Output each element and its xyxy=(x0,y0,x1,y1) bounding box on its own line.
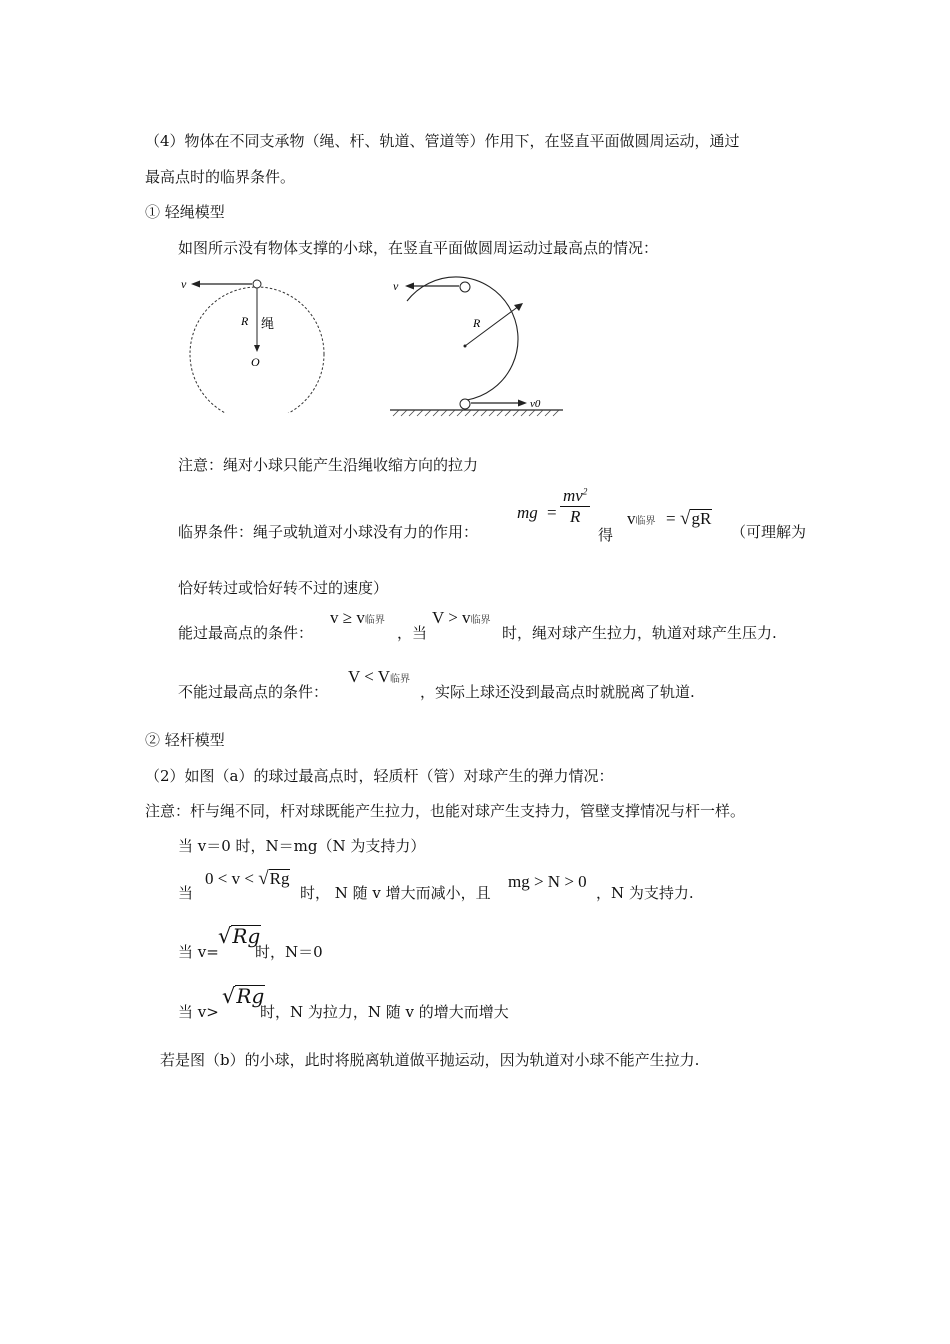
ground-hatching xyxy=(393,410,559,416)
rod-case2-ineq-text: 0 < v < xyxy=(205,869,254,888)
rod-case1: 当 v＝0 时，N＝mg（N 为支持力） xyxy=(178,837,426,855)
v-critical xyxy=(627,509,656,529)
fraction-numerator xyxy=(560,486,590,507)
rod-case2-radicand: Rg xyxy=(269,869,290,888)
sqrt-gR xyxy=(680,508,712,530)
rope-label: 绳 xyxy=(261,316,275,331)
mv-text: mv xyxy=(563,486,583,505)
center-dot xyxy=(464,345,467,348)
bottom-velocity-arrowhead xyxy=(518,400,527,407)
cond-ge-text: v ≥ v xyxy=(330,608,365,627)
cond-lt-subscript: 临界 xyxy=(390,674,411,685)
cond-ge-subscript: 临界 xyxy=(364,615,385,626)
cond-ge xyxy=(330,608,385,628)
r-label: R xyxy=(241,314,249,328)
b-ball-text: 若是图（b）的小球，此时将脱离轨道做平抛运动，因为轨道对小球不能产生拉力. xyxy=(160,1051,700,1069)
critical-fraction xyxy=(560,486,590,527)
square-exponent: 2 xyxy=(582,486,588,497)
rod-case2-ineq2: mg > N > 0 xyxy=(508,872,587,891)
top-velocity-arrowhead xyxy=(405,283,414,290)
explain-paren: （可理解为 xyxy=(731,523,807,541)
radical-sign: √ xyxy=(258,868,269,889)
ball xyxy=(253,280,261,288)
velocity-arrowhead xyxy=(191,281,200,288)
bottom-ball xyxy=(460,399,470,409)
can-pass-label: 能过最高点的条件： xyxy=(178,624,314,642)
v-symbol: v xyxy=(627,509,636,528)
cond-lt xyxy=(348,667,410,687)
critical-subscript: 临界 xyxy=(635,516,656,527)
radius-arrowhead xyxy=(514,303,523,311)
o-label: O xyxy=(251,355,260,369)
rope-model-intro: 如图所示没有物体支撑的小球，在竖直平面做圆周运动过最高点的情况： xyxy=(178,239,659,257)
rod-note: 注意：杆与绳不同，杆对球既能产生拉力，也能对球产生支持力，管壁支撑情况与杆一样。 xyxy=(145,802,746,820)
v0-label: v0 xyxy=(530,398,541,410)
eq-equals-2: = xyxy=(666,509,676,528)
rope-circle-figure xyxy=(175,268,335,413)
v-label-right: v xyxy=(393,279,399,293)
rod-case4-pre: 当 v> xyxy=(178,1003,219,1021)
rope-model-heading: ① 轻绳模型 xyxy=(145,203,225,221)
gR-radicand: gR xyxy=(691,509,712,528)
cannot-pass-result: ，实际上球还没到最高点时就脱离了轨道. xyxy=(420,683,695,701)
cond-gt-subscript: 临界 xyxy=(470,615,491,626)
cond-lt-text: V < V xyxy=(348,667,391,686)
rod-case3-post: 时，N＝0 xyxy=(255,943,323,961)
rod-case3-pre: 当 v= xyxy=(178,943,219,961)
rope-note: 注意：绳对小球只能产生沿绳收缩方向的拉力 xyxy=(178,456,479,474)
rod-case3-radicand: Rg xyxy=(232,924,261,948)
section4-line2: 最高点时的临界条件。 xyxy=(145,168,296,186)
rod-case2-ineq xyxy=(205,868,290,890)
explain-line2: 恰好转过或恰好转不过的速度） xyxy=(178,579,389,597)
comma-dang: ，当 xyxy=(397,624,428,642)
eq-equals: = xyxy=(547,503,557,522)
v-label: v xyxy=(181,277,187,291)
radical-sign: √ xyxy=(218,924,232,948)
section4-line1: （4）物体在不同支承物（绳、杆、轨道、管道等）作用下，在竖直平面做圆周运动，通过 xyxy=(145,132,740,150)
eq-mg: mg xyxy=(517,503,538,522)
cond-gt-text: V > v xyxy=(432,608,471,627)
r-label-right: R xyxy=(473,316,481,330)
top-ball xyxy=(460,282,470,292)
rod-q2: （2）如图（a）的球过最高点时，轻质杆（管）对球产生的弹力情况： xyxy=(145,767,614,785)
radical-sign: √ xyxy=(680,508,691,529)
track-curve xyxy=(407,277,518,400)
rod-case2-end: ，N 为支持力. xyxy=(596,884,694,902)
rod-case4-sqrt xyxy=(222,984,265,1008)
fraction-denominator: R xyxy=(569,507,581,526)
track-figure xyxy=(385,268,570,418)
rod-case2-dang: 当 xyxy=(178,884,194,902)
cond-gt xyxy=(432,608,491,628)
de-text: 得 xyxy=(598,526,614,544)
rod-model-heading: ② 轻杆模型 xyxy=(145,731,225,749)
rope-arrowhead xyxy=(254,345,260,352)
radical-sign: √ xyxy=(222,984,236,1008)
rod-case2-text: 时， N 随 v 增大而减小，且 xyxy=(300,884,491,902)
rod-case4-radicand: Rg xyxy=(236,984,265,1008)
critical-label: 临界条件：绳子或轨道对小球没有力的作用： xyxy=(178,523,479,541)
rod-case4-post: 时，N 为拉力，N 随 v 的增大而增大 xyxy=(260,1003,509,1021)
can-pass-result: 时，绳对球产生拉力，轨道对球产生压力. xyxy=(502,624,777,642)
cannot-pass-label: 不能过最高点的条件： xyxy=(178,683,329,701)
